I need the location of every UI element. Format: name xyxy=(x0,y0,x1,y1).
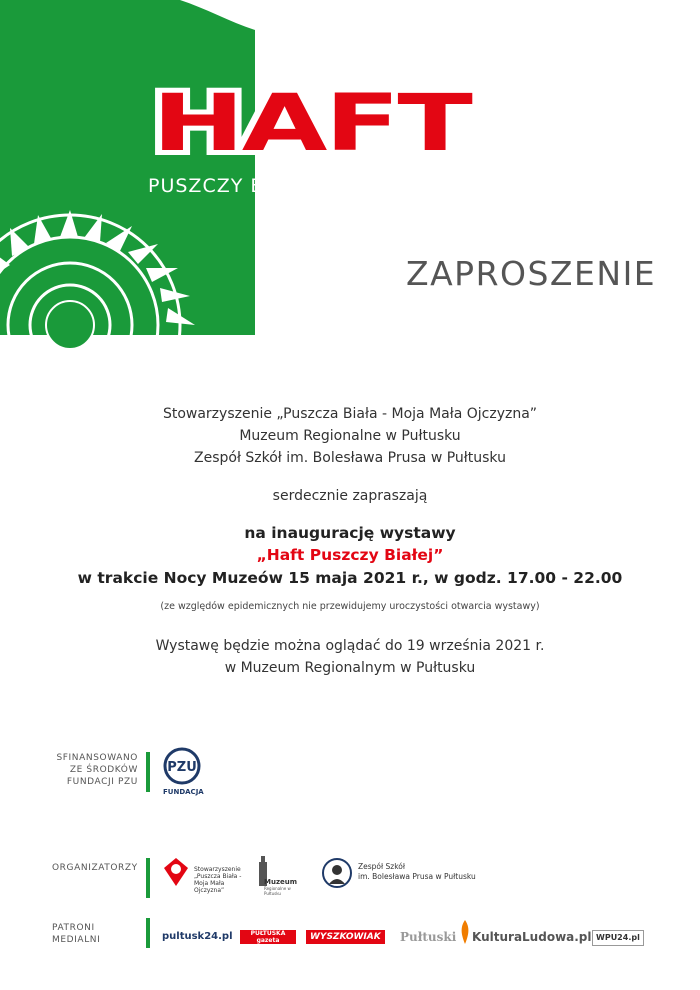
organizer-line-2: Muzeum Regionalne w Pułtusku xyxy=(239,428,461,444)
until-line-2: w Muzeum Regionalnym w Pułtusku xyxy=(224,660,476,676)
haft-title xyxy=(152,68,473,169)
invite-line: serdecznie zapraszają xyxy=(272,488,428,504)
svg-text:HAFT: HAFT xyxy=(152,79,473,169)
organizer-line-1: Stowarzyszenie „Puszcza Biała - Moja Mała Ojczyzna” xyxy=(162,406,538,422)
event-line: na inaugurację wystawy xyxy=(244,524,456,542)
stowarzyszenie-emblem-icon xyxy=(162,856,190,888)
funding-divider xyxy=(146,752,150,792)
organizer-line-3: Zespół Szkół im. Bolesława Prusa w Pułtusku xyxy=(194,450,506,466)
media-gazeta-pultuska: PUŁTUSKA gazeta powiatowa xyxy=(240,930,296,944)
muzeum-logo: Muzeum Regionalne w Pułtusku xyxy=(256,856,304,892)
media-kulturaludowa: KulturaLudowa.pl xyxy=(472,930,592,944)
invitation-heading: ZAPROSZENIE xyxy=(406,254,657,293)
exhibition-name: „Haft Puszczy Białej” xyxy=(256,546,444,564)
epidemic-note: (ze względów epidemicznych nie przewidujemy uroczystości otwarcia wystawy) xyxy=(160,601,540,612)
media-label: PATRONI MEDIALNI xyxy=(52,923,101,945)
svg-text:PZU: PZU xyxy=(167,760,197,775)
until-line-1: Wystawę będzie można oglądać do 19 września 2021 r. xyxy=(155,638,545,654)
media-wpu24: WPU24.pl xyxy=(592,930,644,946)
organizers-label: ORGANIZATORZY xyxy=(52,863,138,873)
media-wyszkowiak: WYSZKOWIAK xyxy=(306,930,385,944)
media-pultusk24: pultusk24.pl xyxy=(162,931,233,942)
prus-portrait-icon xyxy=(322,858,352,888)
funding-label: SFINANSOWANO ZE ŚRODKÓW FUNDACJI PZU xyxy=(56,753,138,787)
media-divider xyxy=(146,918,150,948)
event-when: w trakcie Nocy Muzeów 15 maja 2021 r., w godz. 17.00 - 22.00 xyxy=(77,569,623,587)
subtitle: PUSZCZY BIAŁEJ xyxy=(148,175,317,197)
media-pultuski: Pułtuski xyxy=(400,930,457,944)
zespol-szkol-logo: Zespół Szkół im. Bolesława Prusa w Pułtusku xyxy=(322,858,472,892)
pzu-logo: PZU FUNDACJA xyxy=(162,748,206,796)
kultura-flame-icon xyxy=(460,920,470,944)
stowarzyszenie-logo: Stowarzyszenie „Puszcza Biała - Moja Mała Ojczyzna” xyxy=(162,856,250,892)
organizers-divider xyxy=(146,858,150,898)
pzu-logo-icon xyxy=(162,748,202,784)
